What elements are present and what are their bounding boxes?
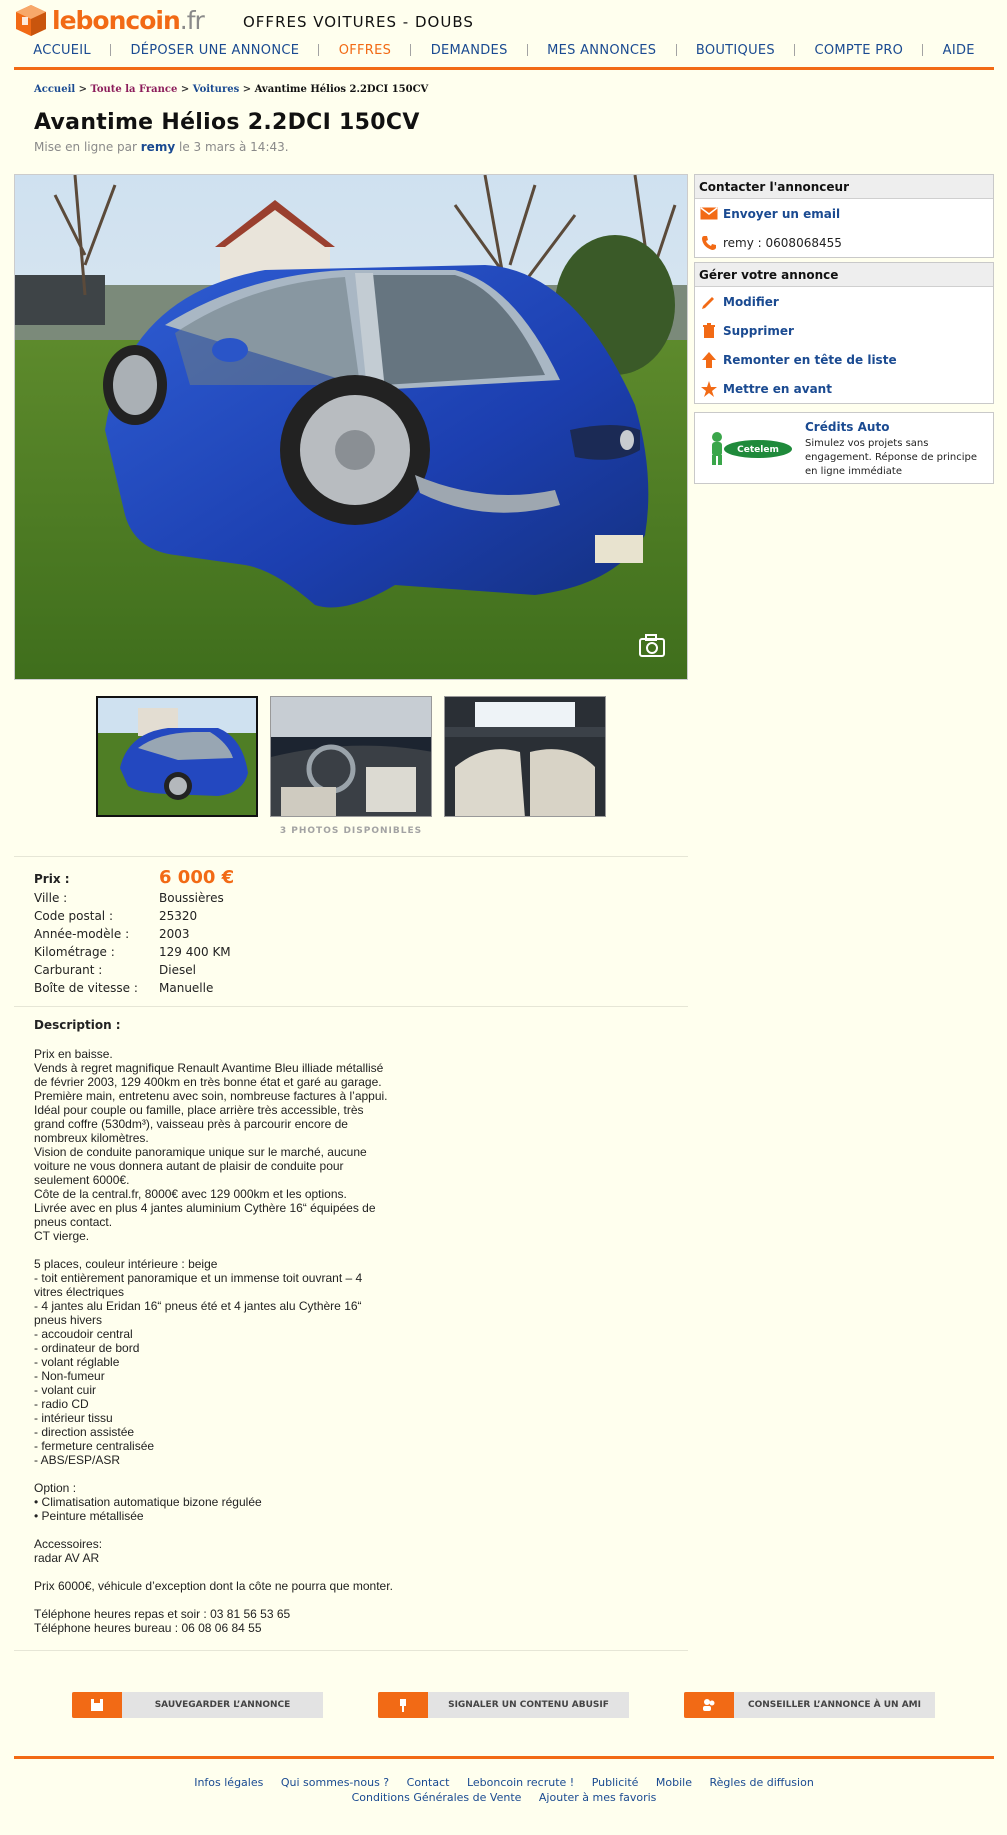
- ad-meta: [34, 140, 289, 154]
- gallery-icon[interactable]: [637, 633, 669, 661]
- save-ad-label: SAUVEGARDER L’ANNONCE: [154, 1700, 291, 1710]
- nav-offres[interactable]: OFFRES: [338, 42, 392, 58]
- ad-title: Avantime Hélios 2.2DCI 150CV: [34, 110, 420, 135]
- cetelem-logo: [703, 427, 793, 467]
- thumbnail-exterior-image: [98, 698, 258, 817]
- users-icon: [684, 1692, 734, 1718]
- edit-ad-row[interactable]: [695, 287, 993, 316]
- breadcrumb-home[interactable]: Accueil: [34, 84, 76, 95]
- thumbnail-1[interactable]: [96, 696, 258, 817]
- detail-label: Carburant :: [34, 963, 103, 977]
- edit-ad-link[interactable]: Modifier: [723, 294, 779, 309]
- report-ad-button[interactable]: [378, 1692, 629, 1718]
- envelope-icon: [699, 206, 719, 222]
- site-header: [0, 0, 1007, 72]
- pencil-icon: [699, 294, 719, 310]
- footer-link[interactable]: Contact: [406, 1776, 450, 1789]
- page-heading: OFFRES VOITURES - DOUBS: [243, 13, 474, 31]
- divider: [14, 1650, 688, 1651]
- contact-panel-title: Contacter l'annonceur: [695, 175, 993, 199]
- car-photo-image: [15, 175, 688, 680]
- footer-links-row: [14, 1775, 994, 1790]
- pin-icon: [378, 1692, 428, 1718]
- detail-row: [34, 927, 234, 945]
- ad-meta-prefix: Mise en ligne par: [34, 140, 137, 154]
- manage-panel-title: Gérer votre annonce: [695, 263, 993, 287]
- share-ad-button[interactable]: [684, 1692, 935, 1718]
- ad-author-link[interactable]: remy: [140, 140, 176, 154]
- footer-link[interactable]: Ajouter à mes favoris: [538, 1791, 657, 1804]
- credit-text: Simulez vos projets sans engagement. Réponse de principe en ligne immédiate: [805, 438, 978, 477]
- nav-boutiques[interactable]: BOUTIQUES: [695, 42, 775, 58]
- photos-count: 3 PHOTOS DISPONIBLES: [279, 826, 423, 836]
- detail-value: 25320: [159, 909, 198, 923]
- star-icon: [699, 381, 719, 397]
- send-email-row[interactable]: [695, 199, 993, 228]
- detail-value: 129 400 KM: [159, 945, 231, 959]
- detail-row: [34, 981, 234, 999]
- breadcrumb-category[interactable]: Voitures: [192, 84, 240, 95]
- site-logo[interactable]: [14, 2, 204, 38]
- detail-value: 2003: [159, 927, 190, 941]
- description-title: Description :: [34, 1018, 121, 1032]
- detail-row: [34, 891, 234, 909]
- bump-ad-row[interactable]: [695, 345, 993, 374]
- phone-icon: [699, 235, 719, 251]
- price-row: [34, 867, 234, 891]
- footer-link[interactable]: Publicité: [591, 1776, 639, 1789]
- report-ad-label: SIGNALER UN CONTENU ABUSIF: [448, 1700, 609, 1710]
- credit-title[interactable]: Crédits Auto: [805, 420, 890, 434]
- main-nav: [14, 38, 994, 62]
- logo-box-icon: [14, 3, 48, 37]
- detail-row: [34, 963, 234, 981]
- nav-accueil[interactable]: ACCUEIL: [33, 42, 91, 58]
- detail-label: Ville :: [34, 891, 68, 905]
- divider: [14, 1006, 688, 1007]
- ad-details: [34, 867, 234, 999]
- breadcrumb: Accueil > Toute la France > Voitures > Avantime Hélios 2.2DCI 150CV: [34, 84, 429, 95]
- footer-link[interactable]: Mobile: [655, 1776, 693, 1789]
- floppy-icon: [72, 1692, 122, 1718]
- thumbnail-dashboard-image: [271, 697, 432, 817]
- price-value: 6 000 €: [159, 867, 235, 888]
- send-email-link[interactable]: Envoyer un email: [723, 206, 841, 221]
- nav-compte-pro[interactable]: COMPTE PRO: [814, 42, 904, 58]
- credit-auto-banner[interactable]: [694, 412, 994, 484]
- footer-link[interactable]: Qui sommes-nous ?: [280, 1776, 390, 1789]
- feature-ad-row[interactable]: [695, 374, 993, 403]
- trash-icon: [699, 323, 719, 339]
- footer: [14, 1775, 994, 1805]
- detail-label: Boîte de vitesse :: [34, 981, 138, 995]
- svg-text:Cetelem: Cetelem: [737, 445, 779, 455]
- footer-link[interactable]: Infos légales: [194, 1776, 264, 1789]
- description-text: Prix en baisse. Vends à regret magnifique Renault Avantime Bleu illiade métallisé de février 2003, 129 400km en très bonne état et garé au garage. Première main, entretenu avec soin, nombreuse factures à l’appui. Idéal pour couple ou famille, place arrière très accessible, très grand coffre (530dm³), vaisseau près à parcourir encore de nombreux kilomètres. Vision de conduite panoramique unique sur le marché, aucune voiture ne vous donnera autant de plaisir de conduite pour seulement 6000€. Côte de la central.fr, 8000€ avec 129 000km et les options. Livrée avec en plus 4 jantes aluminium Cythère 16“ équipées de pneus contact. CT vierge. 5 places, couleur intérieure : beige - toit entièrement panoramique et un immense toit ouvrant – 4 vitres électriques - 4 jantes alu Eridan 16“ pneus été et 4 jantes alu Cythère 16“ pneus hivers - accoudoir central - ordinateur de bord - volant réglable - Non-fumeur - volant cuir - radio CD - intérieur tissu - direction assistée - fermeture centralisée - ABS/ESP/ASR Option : • Climatisation automatique bizone régulée • Peinture métallisée Accessoires: radar AV AR Prix 6000€, véhicule d’exception dont la côte ne pourra que monter. Téléphone heures repas et soir : 03 81 56 53 65 Téléphone heures bureau : 06 08 06 84 55: [34, 1047, 393, 1635]
- phone-number[interactable]: 0608068455: [765, 235, 842, 250]
- footer-link[interactable]: Règles de diffusion: [709, 1776, 814, 1789]
- breadcrumb-current: Avantime Hélios 2.2DCI 150CV: [254, 84, 429, 95]
- logo-text: leboncoin.fr: [52, 5, 204, 35]
- arrow-up-icon: [699, 352, 719, 368]
- share-ad-label: CONSEILLER L’ANNONCE À UN AMI: [748, 1700, 921, 1710]
- thumbnail-strip: [96, 696, 606, 817]
- divider: [14, 856, 688, 857]
- detail-row: [34, 945, 234, 963]
- nav-deposer-annonce[interactable]: DÉPOSER UNE ANNONCE: [130, 42, 300, 58]
- delete-ad-row[interactable]: [695, 316, 993, 345]
- footer-link[interactable]: Leboncoin recrute !: [466, 1776, 575, 1789]
- nav-aide[interactable]: AIDE: [942, 42, 975, 58]
- footer-divider: [14, 1756, 994, 1759]
- delete-ad-link[interactable]: Supprimer: [723, 323, 794, 338]
- detail-label: Kilométrage :: [34, 945, 115, 959]
- thumbnail-3[interactable]: [444, 696, 606, 817]
- thumbnail-2[interactable]: [270, 696, 432, 817]
- footer-links-row: [14, 1790, 994, 1805]
- detail-value: Diesel: [159, 963, 196, 977]
- contact-panel: [694, 174, 994, 258]
- detail-label: Année-modèle :: [34, 927, 130, 941]
- footer-link[interactable]: Conditions Générales de Vente: [351, 1791, 522, 1804]
- breadcrumb-region[interactable]: Toute la France: [90, 84, 178, 95]
- detail-value: Manuelle: [159, 981, 214, 995]
- phone-owner: remy :: [723, 235, 762, 250]
- save-ad-button[interactable]: [72, 1692, 323, 1718]
- manage-panel: [694, 262, 994, 404]
- feature-ad-link[interactable]: Mettre en avant: [723, 381, 832, 396]
- ad-actions: [72, 1692, 940, 1718]
- phone-row: [695, 228, 993, 257]
- detail-row: [34, 909, 234, 927]
- nav-mes-annonces[interactable]: MES ANNONCES: [547, 42, 657, 58]
- nav-demandes[interactable]: DEMANDES: [430, 42, 508, 58]
- header-divider: [14, 67, 994, 70]
- price-label: Prix :: [34, 872, 70, 886]
- detail-label: Code postal :: [34, 909, 113, 923]
- detail-value: Boussières: [159, 891, 224, 905]
- thumbnail-interior-image: [445, 697, 606, 817]
- main-photo[interactable]: [14, 174, 688, 680]
- bump-ad-link[interactable]: Remonter en tête de liste: [723, 352, 897, 367]
- ad-meta-date: le 3 mars à 14:43.: [178, 140, 289, 154]
